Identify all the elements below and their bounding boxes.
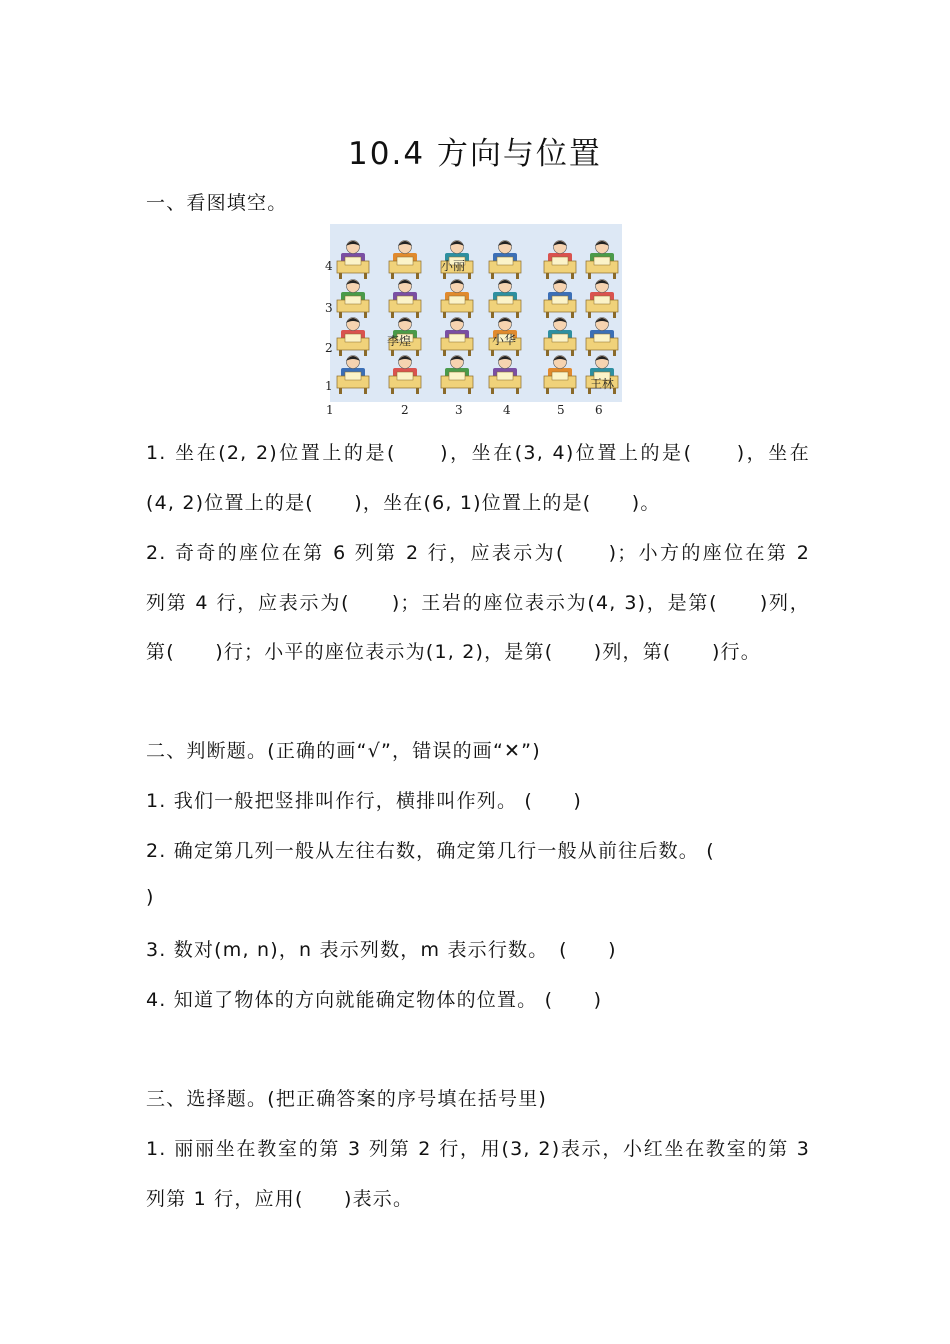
s1-question2-line2: 列第 4 行，应表示为( )；王岩的座位表示为(4, 3)，是第( )列， bbox=[146, 592, 810, 614]
section1-heading: 一、看图填空。 bbox=[146, 192, 288, 214]
s2-question3: 3. 数对(m, n)，n 表示列数，m 表示行数。 ( ) bbox=[146, 939, 617, 961]
s1-question1-line2: (4, 2)位置上的是( )，坐在(6, 1)位置上的是( )。 bbox=[146, 492, 661, 514]
row-label-4: 4 bbox=[325, 259, 333, 273]
figure-background bbox=[330, 224, 622, 402]
s1-question1-line1: 1. 坐在(2, 2)位置上的是( )，坐在(3, 4)位置上的是( )，坐在 bbox=[146, 442, 810, 464]
s2-question1: 1. 我们一般把竖排叫作行，横排叫作列。 ( ) bbox=[146, 790, 583, 812]
section2-heading: 二、判断题。(正确的画“√”，错误的画“✕”) bbox=[146, 740, 541, 762]
classroom-seating-figure bbox=[318, 222, 626, 418]
row-label-1: 1 bbox=[325, 379, 333, 393]
seat-label-xiaohua: 小华 bbox=[492, 333, 517, 347]
col-label-6: 6 bbox=[595, 403, 603, 417]
s2-question2-line2: ) bbox=[146, 886, 155, 908]
seat-label-xiaoli: 小丽 bbox=[441, 259, 466, 273]
classroom-seating-illustration-icon bbox=[318, 222, 626, 418]
col-label-3: 3 bbox=[455, 403, 463, 417]
s2-question4: 4. 知道了物体的方向就能确定物体的位置。 ( ) bbox=[146, 989, 603, 1011]
row-label-2: 2 bbox=[325, 341, 333, 355]
s3-question1-line2: 列第 1 行，应用( )表示。 bbox=[146, 1188, 414, 1210]
section3-heading: 三、选择题。(把正确答案的序号填在括号里) bbox=[146, 1088, 548, 1110]
row-label-3: 3 bbox=[325, 301, 333, 315]
s1-question2-line1: 2. 奇奇的座位在第 6 列第 2 行，应表示为( )；小方的座位在第 2 bbox=[146, 542, 810, 564]
col-label-1: 1 bbox=[326, 403, 334, 417]
s2-question2-line1: 2. 确定第几列一般从左往右数，确定第几行一般从前往后数。 ( bbox=[146, 840, 715, 862]
s3-question1-line1: 1. 丽丽坐在教室的第 3 列第 2 行，用(3, 2)表示，小红坐在教室的第 3 bbox=[146, 1138, 810, 1160]
page-title: 10.4 方向与位置 bbox=[348, 136, 602, 172]
col-label-4: 4 bbox=[503, 403, 511, 417]
seat-label-lihua: 李煌 bbox=[387, 334, 412, 348]
col-label-2: 2 bbox=[401, 403, 409, 417]
s1-question2-line3: 第( )行；小平的座位表示为(1, 2)，是第( )列，第( )行。 bbox=[146, 641, 761, 663]
seat-label-wanglin: 王林 bbox=[590, 377, 615, 391]
col-label-5: 5 bbox=[557, 403, 565, 417]
